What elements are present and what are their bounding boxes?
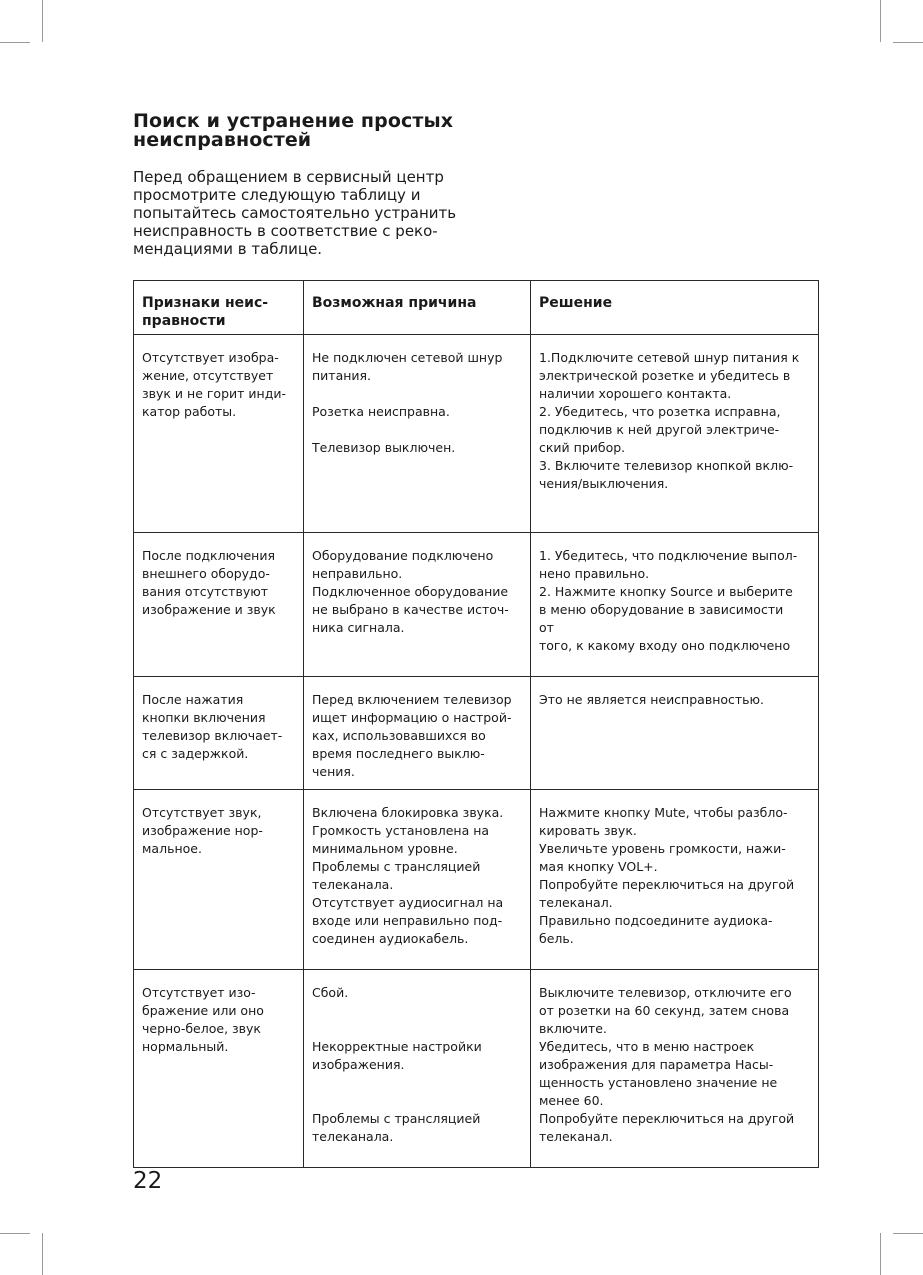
- header-cause: Возможная причина: [304, 281, 531, 335]
- table-row: [134, 533, 819, 677]
- solution-cell: 1. Убедитесь, что подключение выпол- нено правильно. 2. Нажмите кнопку Source и выберите в меню оборудование в зависимости от того, к какому входу оно подключено: [531, 533, 819, 677]
- symptom-cell: После подключения внешнего оборудо- вания отсутствуют изображение и звук: [134, 533, 304, 677]
- troubleshooting-table: [133, 280, 819, 1168]
- table-row: [134, 790, 819, 970]
- solution-cell: 1.Подключите сетевой шнур питания к электрической розетке и убедитесь в наличии хорошего контакта. 2. Убедитесь, что розетка исправна, подключив к ней другой электриче- ский прибор. 3. Включите телевизор кнопкой вклю- чения/выключения.: [531, 335, 819, 533]
- cause-cell: Включена блокировка звука. Громкость установлена на минимальном уровне. Проблемы с трансляцией телеканала. Отсутствует аудиосигнал на входе или неправильно под- соединен аудиокабель.: [304, 790, 531, 970]
- symptom-cell: После нажатия кнопки включения телевизор включает- ся с задержкой.: [134, 677, 304, 790]
- crop-mark: [42, 0, 43, 42]
- solution-cell: Выключите телевизор, отключите его от розетки на 60 секунд, затем снова включите. Убедитесь, что в меню настроек изображения для параметра Насы- щенность установлено значение не менее 60. Попробуйте переключиться на другой телеканал.: [531, 970, 819, 1168]
- symptom-cell: Отсутствует изо- бражение или оно черно-белое, звук нормальный.: [134, 970, 304, 1168]
- crop-mark: [880, 0, 881, 42]
- crop-mark: [0, 42, 30, 43]
- intro-paragraph: Перед обращением в сервисный центр просмотрите следующую таблицу и попытайтесь самостоятельно устранить неисправность в соответствие с реко- мендациями в таблице.: [133, 168, 457, 258]
- page-number: 22: [133, 1168, 163, 1194]
- table-header-row: [134, 281, 819, 335]
- crop-mark: [893, 1233, 923, 1234]
- cause-cell: Не подключен сетевой шнур питания. Розетка неисправна. Телевизор выключен.: [304, 335, 531, 533]
- symptom-cell: Отсутствует изобра- жение, отсутствует звук и не горит инди- катор работы.: [134, 335, 304, 533]
- cause-cell: Сбой. Некорректные настройки изображения. Проблемы с трансляцией телеканала.: [304, 970, 531, 1168]
- crop-mark: [42, 1233, 43, 1275]
- symptom-cell: Отсутствует звук, изображение нор- мальное.: [134, 790, 304, 970]
- table-row: [134, 335, 819, 533]
- header-solution: Решение: [531, 281, 819, 335]
- crop-mark: [880, 1233, 881, 1275]
- solution-cell: Нажмите кнопку Mute, чтобы разбло- кировать звук. Увеличьте уровень громкости, нажи- мая кнопку VOL+. Попробуйте переключиться на другой телеканал. Правильно подсоедините аудиока- бель.: [531, 790, 819, 970]
- table-row: [134, 970, 819, 1168]
- table-row: [134, 677, 819, 790]
- page-title: Поиск и устранение простых неисправностей: [133, 110, 454, 151]
- crop-mark: [893, 42, 923, 43]
- solution-cell: Это не является неисправностью.: [531, 677, 819, 790]
- cause-cell: Перед включением телевизор ищет информацию о настрой- ках, использовавшихся во время последнего выклю- чения.: [304, 677, 531, 790]
- crop-mark: [0, 1233, 30, 1234]
- cause-cell: Оборудование подключено неправильно. Подключенное оборудование не выбрано в качестве источ- ника сигнала.: [304, 533, 531, 677]
- header-symptom: Признаки неис- правности: [134, 281, 304, 335]
